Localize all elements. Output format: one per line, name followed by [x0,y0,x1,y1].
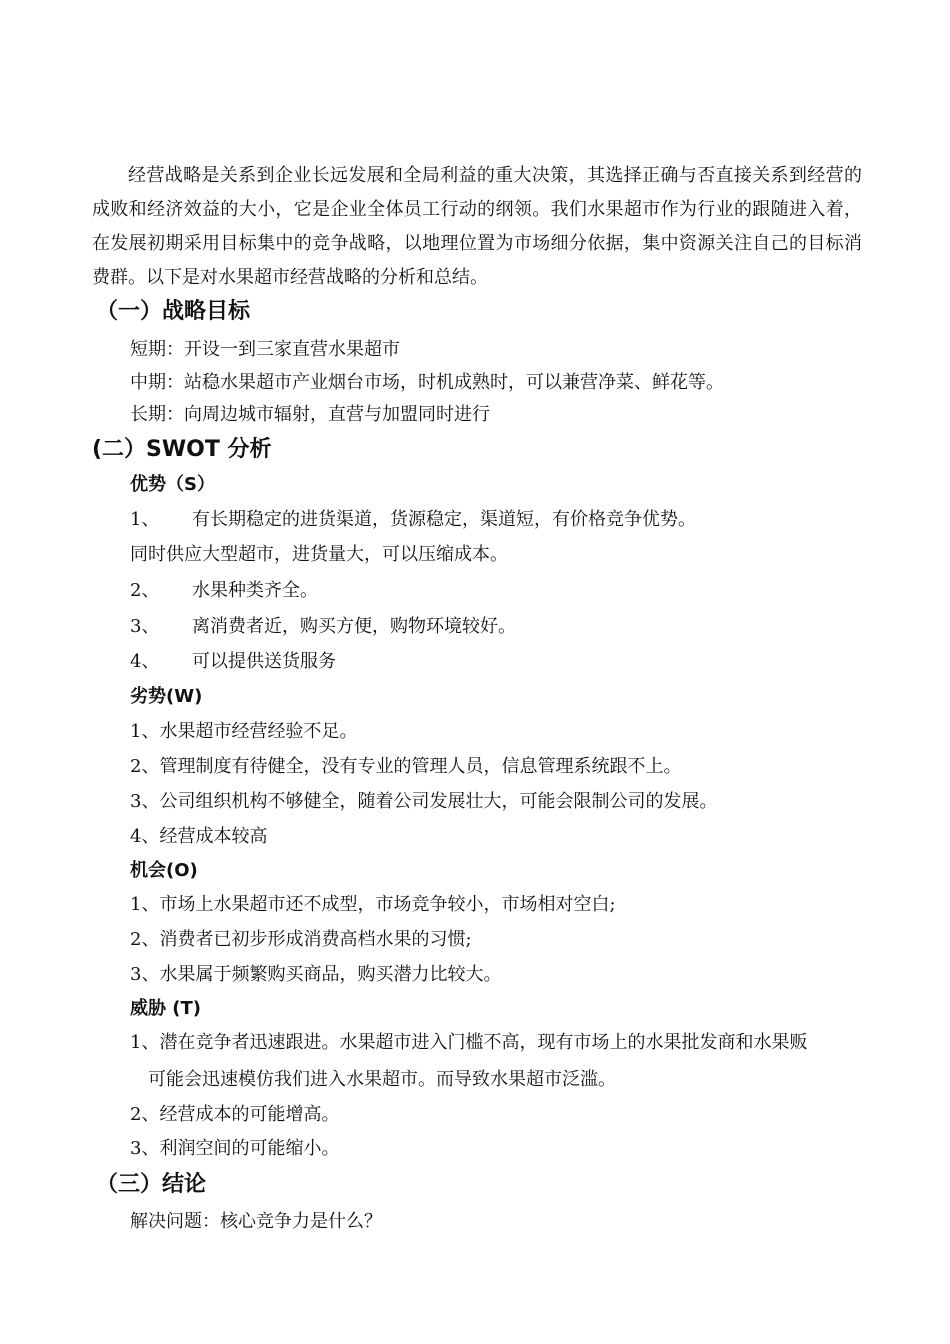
threat-item-1-line2: 可能会迅速模仿我们进入水果超市。而导致水果超市泛滥。 [148,1069,616,1090]
weakness-item-2: 2、管理制度有待健全，没有专业的管理人员，信息管理系统跟不上。 [130,756,682,777]
threat-item-2: 2、经营成本的可能增高。 [130,1104,340,1125]
strength-item-3-number: 3、 [130,616,160,637]
opportunity-item-2: 2、消费者已初步形成消费高档水果的习惯; [130,929,472,950]
strength-item-2-number: 2、 [130,580,160,601]
weakness-item-1: 1、水果超市经营经验不足。 [130,721,358,742]
threat-item-3: 3、利润空间的可能缩小。 [130,1138,340,1159]
strength-item-1-continued: 同时供应大型超市，进货量大，可以压缩成本。 [130,544,508,565]
strength-item-2 [130,579,318,603]
strength-item-4-number: 4、 [130,651,160,672]
strength-item-1 [130,508,696,532]
strengths-heading: 优势（S） [130,474,215,495]
strength-item-4-text: 可以提供送货服务 [192,651,336,672]
threats-heading: 威胁 (T) [130,998,201,1019]
goal-long-term: 长期：向周边城市辐射，直营与加盟同时进行 [130,404,490,425]
strength-item-1-number: 1、 [130,509,160,530]
strength-item-3-text: 离消费者近，购买方便，购物环境较好。 [192,616,516,637]
opportunities-heading: 机会(O) [130,860,198,881]
goal-short-term: 短期：开设一到三家直营水果超市 [130,339,400,360]
strength-item-1-text: 有长期稳定的进货渠道，货源稳定，渠道短，有价格竞争优势。 [192,509,696,530]
conclusion-question: 解决问题：核心竞争力是什么？ [130,1211,382,1232]
strength-item-4 [130,650,336,674]
section-heading-swot: (二）SWOT 分析 [92,437,272,462]
section-heading-strategy-goals: （一）战略目标 [96,299,251,324]
strength-item-3 [130,615,516,639]
weaknesses-heading: 劣势(W) [130,686,203,707]
intro-paragraph: 经营战略是关系到企业长远发展和全局利益的重大决策，其选择正确与否直接关系到经营的成败和经济效益的大小，它是企业全体员工行动的纲领。我们水果超市作为行业的跟随进入着，在发展初期采用目标集中的竞争战略，以地理位置为市场细分依据，集中资源关注自己的目标消费群。以下是对水果超市经营战略的分析和总结。 [92,165,862,288]
weakness-item-4: 4、经营成本较高 [130,826,268,847]
strength-item-2-text: 水果种类齐全。 [192,580,318,601]
goal-mid-term: 中期：站稳水果超市产业烟台市场，时机成熟时，可以兼营净菜、鲜花等。 [130,372,724,393]
opportunity-item-3: 3、水果属于频繁购买商品，购买潜力比较大。 [130,964,502,985]
section-heading-conclusion: （三）结论 [96,1172,207,1197]
threat-item-1-line1: 1、潜在竞争者迅速跟进。水果超市进入门槛不高，现有市场上的水果批发商和水果贩 [130,1032,808,1053]
opportunity-item-1: 1、市场上水果超市还不成型，市场竞争较小，市场相对空白; [130,894,616,915]
weakness-item-3: 3、公司组织机构不够健全，随着公司发展壮大，可能会限制公司的发展。 [130,791,718,812]
